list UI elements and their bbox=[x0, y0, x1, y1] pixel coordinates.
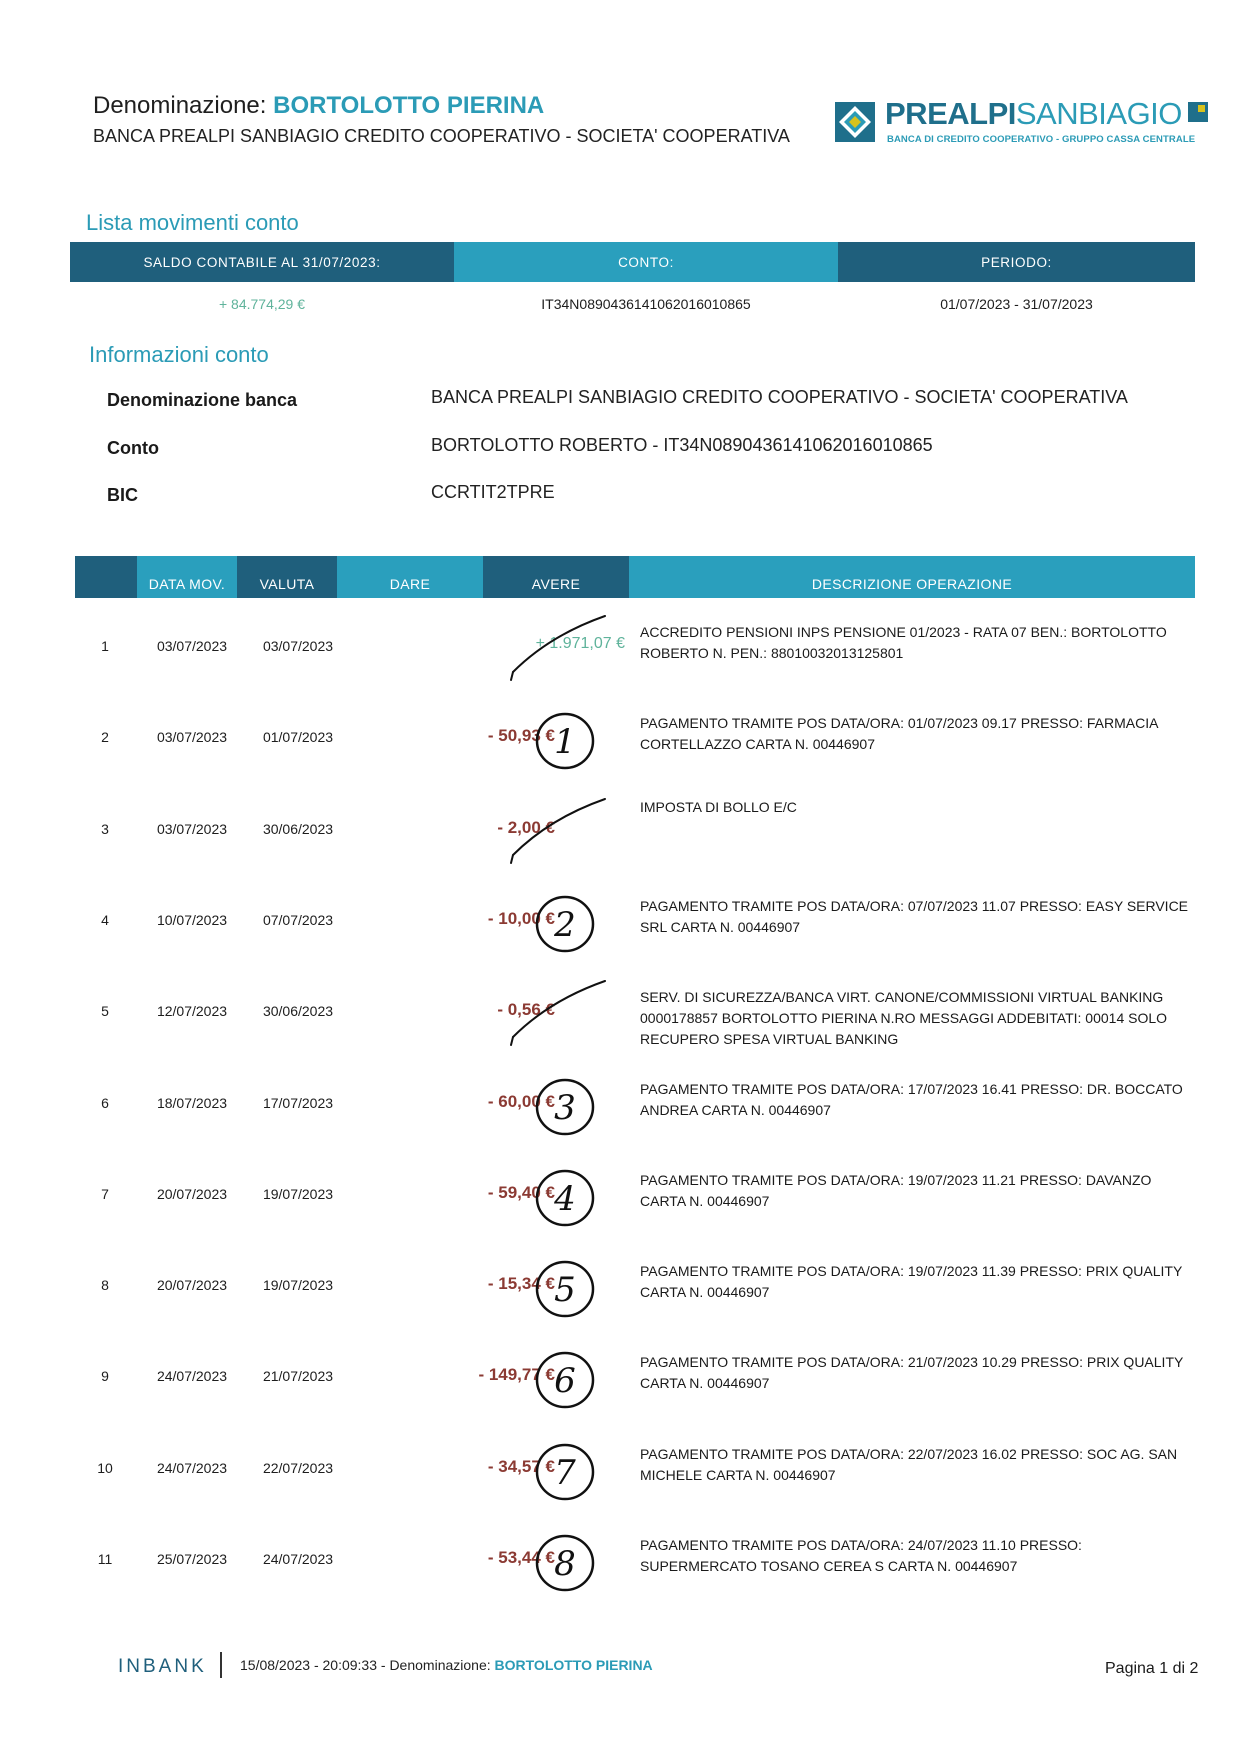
circled-number-text: 5 bbox=[554, 1270, 576, 1311]
row-valuta: 21/07/2023 bbox=[262, 1368, 334, 1385]
inbank-brand: INBANK bbox=[118, 1656, 207, 1677]
circled-number-text: 1 bbox=[554, 722, 576, 763]
row-valuta: 01/07/2023 bbox=[262, 729, 334, 746]
row-valuta: 07/07/2023 bbox=[262, 911, 334, 928]
bank-name-value: BANCA PREALPI SANBIAGIO CREDITO COOPERATIVO - SOCIETA' COOPERATIVA bbox=[431, 387, 1128, 407]
row-description: PAGAMENTO TRAMITE POS DATA/ORA: 19/07/2023 11.21 PRESSO: DAVANZO CARTA N. 00446907 bbox=[640, 1171, 1152, 1209]
transactions-table-header bbox=[75, 556, 1195, 598]
row-avere: + 1.971,07 € bbox=[535, 635, 625, 652]
denomination-title bbox=[93, 92, 544, 120]
circled-number-text: 2 bbox=[554, 904, 576, 945]
row-dare: - 59,40 € bbox=[487, 1182, 555, 1202]
account-value: BORTOLOTTO ROBERTO - IT34N0890436141062016010865 bbox=[431, 435, 933, 455]
conto-header: CONTO: bbox=[454, 242, 838, 282]
row-data-mov: 20/07/2023 bbox=[156, 1277, 228, 1294]
row-valuta: 19/07/2023 bbox=[262, 1277, 334, 1294]
row-number: 11 bbox=[97, 1551, 113, 1567]
row-number: 6 bbox=[101, 1094, 109, 1111]
handwritten-tick-icon bbox=[505, 610, 625, 686]
row-description: PAGAMENTO TRAMITE POS DATA/ORA: 24/07/2023 11.10 PRESSO: SUPERMERCATO TOSANO CEREA S CARTA N. 00446907 bbox=[640, 1537, 1082, 1574]
row-description: PAGAMENTO TRAMITE POS DATA/ORA: 19/07/2023 11.39 PRESSO: PRIX QUALITY CARTA N. 00446907 bbox=[640, 1263, 1183, 1301]
handwritten-circled-number-icon bbox=[505, 1158, 625, 1234]
row-number: 2 bbox=[101, 729, 109, 746]
table-row bbox=[75, 1334, 1195, 1420]
row-data-mov: 03/07/2023 bbox=[156, 729, 228, 746]
table-row bbox=[75, 1061, 1195, 1147]
row-dare: - 149,77 € bbox=[478, 1365, 555, 1385]
row-valuta: 22/07/2023 bbox=[262, 1459, 334, 1476]
movements-list-title: Lista movimenti conto bbox=[86, 210, 299, 235]
row-valuta: 24/07/2023 bbox=[262, 1551, 334, 1567]
customer-name: BORTOLOTTO PIERINA bbox=[273, 92, 545, 119]
handwritten-circled-number-icon bbox=[505, 1432, 625, 1508]
row-description: IMPOSTA DI BOLLO E/C bbox=[640, 798, 797, 815]
handwritten-circled-number-icon bbox=[505, 1523, 625, 1599]
logo-square-icon bbox=[1188, 102, 1208, 122]
row-description: SERV. DI SICUREZZA/BANCA VIRT. CANONE/COMMISSIONI VIRTUAL BANKING 0000178857 BORTOLOTTO PIERINA N.RO MESSAGGI ADDEBITATI: 00014 SOLO RECUPERO SPESA VIRTUAL BANKING bbox=[640, 989, 1168, 1048]
circled-number-text: 7 bbox=[554, 1452, 576, 1493]
denomination-label: Denominazione: bbox=[93, 92, 267, 119]
col-dare: DARE bbox=[337, 556, 483, 598]
table-row bbox=[75, 1243, 1195, 1329]
row-description: PAGAMENTO TRAMITE POS DATA/ORA: 17/07/2023 16.41 PRESSO: DR. BOCCATO ANDREA CARTA N. 00446907 bbox=[640, 1080, 1183, 1118]
row-valuta: 03/07/2023 bbox=[262, 638, 334, 654]
row-data-mov: 10/07/2023 bbox=[156, 911, 228, 928]
col-descrizione: DESCRIZIONE OPERAZIONE bbox=[629, 556, 1195, 598]
circled-number-text: 6 bbox=[554, 1361, 576, 1402]
col-number bbox=[75, 556, 137, 598]
row-valuta: 17/07/2023 bbox=[262, 1094, 334, 1111]
table-row bbox=[75, 1517, 1195, 1603]
row-dare: - 53,44 € bbox=[487, 1548, 555, 1567]
table-row bbox=[75, 1152, 1195, 1238]
circled-number-text: 3 bbox=[554, 1087, 576, 1128]
row-valuta: 30/06/2023 bbox=[262, 1003, 334, 1020]
saldo-header: SALDO CONTABILE AL 31/07/2023: bbox=[70, 242, 454, 282]
row-data-mov: 03/07/2023 bbox=[156, 638, 228, 654]
row-dare: - 0,56 € bbox=[497, 1000, 555, 1020]
row-number: 8 bbox=[101, 1277, 109, 1294]
row-data-mov: 25/07/2023 bbox=[156, 1551, 228, 1567]
row-data-mov: 03/07/2023 bbox=[156, 820, 228, 837]
handwritten-tick-icon bbox=[505, 975, 625, 1051]
row-valuta: 19/07/2023 bbox=[262, 1185, 334, 1202]
row-dare: - 50,93 € bbox=[487, 726, 555, 746]
bank-logo bbox=[835, 98, 1195, 150]
col-valuta: VALUTA bbox=[237, 556, 337, 598]
page-number: Pagina 1 di 2 bbox=[1105, 1660, 1199, 1677]
bic-label: BIC bbox=[107, 485, 138, 505]
row-description: PAGAMENTO TRAMITE POS DATA/ORA: 21/07/2023 10.29 PRESSO: PRIX QUALITY CARTA N. 00446907 bbox=[640, 1354, 1184, 1392]
row-number: 1 bbox=[101, 638, 109, 654]
table-row bbox=[75, 1426, 1195, 1512]
row-description: PAGAMENTO TRAMITE POS DATA/ORA: 22/07/2023 16.02 PRESSO: SOC AG. SAN MICHELE CARTA N. 00446907 bbox=[640, 1445, 1178, 1483]
table-row bbox=[75, 878, 1195, 964]
row-data-mov: 24/07/2023 bbox=[156, 1459, 228, 1476]
bank-name-label: Denominazione banca bbox=[107, 390, 298, 410]
col-avere: AVERE bbox=[483, 556, 629, 598]
row-valuta: 30/06/2023 bbox=[262, 820, 334, 837]
handwritten-circled-number-icon bbox=[505, 701, 625, 777]
table-row bbox=[75, 695, 1195, 781]
account-label: Conto bbox=[107, 438, 159, 458]
row-dare: - 15,34 € bbox=[487, 1274, 555, 1294]
account-info-title: Informazioni conto bbox=[89, 342, 269, 367]
logo-wordmark: PREALPISANBIAGIO bbox=[885, 96, 1208, 132]
row-dare: - 2,00 € bbox=[497, 817, 555, 837]
footer-divider bbox=[220, 1652, 222, 1678]
handwritten-tick-icon bbox=[505, 793, 625, 869]
circled-number-text: 8 bbox=[554, 1544, 576, 1584]
bank-full-name: BANCA PREALPI SANBIAGIO CREDITO COOPERATIVO - SOCIETA' COOPERATIVA bbox=[93, 126, 790, 146]
row-data-mov: 12/07/2023 bbox=[156, 1003, 228, 1020]
summary-header-bar bbox=[70, 242, 1195, 282]
handwritten-circled-number-icon bbox=[505, 1067, 625, 1143]
table-row bbox=[75, 604, 1195, 690]
row-number: 10 bbox=[97, 1459, 113, 1476]
row-number: 3 bbox=[101, 820, 109, 837]
row-number: 9 bbox=[101, 1368, 109, 1385]
row-data-mov: 24/07/2023 bbox=[156, 1368, 228, 1385]
handwritten-circled-number-icon bbox=[505, 884, 625, 960]
periodo-header: PERIODO: bbox=[838, 242, 1195, 282]
row-dare: - 60,00 € bbox=[487, 1091, 555, 1111]
row-description: PAGAMENTO TRAMITE POS DATA/ORA: 01/07/2023 09.17 PRESSO: FARMACIA CORTELLAZZO CARTA N. 00446907 bbox=[640, 715, 1159, 753]
table-row bbox=[75, 787, 1195, 873]
bic-value: CCRTIT2TPRE bbox=[431, 482, 555, 502]
handwritten-circled-number-icon bbox=[505, 1249, 625, 1325]
row-number: 5 bbox=[101, 1003, 109, 1020]
periodo-value: 01/07/2023 - 31/07/2023 bbox=[940, 296, 1093, 312]
table-row bbox=[75, 969, 1195, 1055]
row-dare: - 10,00 € bbox=[487, 908, 555, 928]
row-number: 4 bbox=[101, 911, 109, 928]
logo-diamond-icon bbox=[835, 102, 875, 142]
row-dare: - 34,57 € bbox=[487, 1456, 555, 1476]
saldo-value: + 84.774,29 € bbox=[218, 296, 306, 312]
footer-timestamp: 15/08/2023 - 20:09:33 - Denominazione: BORTOLOTTO PIERINA bbox=[240, 1657, 653, 1673]
col-data-mov: DATA MOV. bbox=[137, 556, 237, 598]
row-data-mov: 20/07/2023 bbox=[156, 1185, 228, 1202]
row-data-mov: 18/07/2023 bbox=[156, 1094, 228, 1111]
conto-value: IT34N0890436141062016010865 bbox=[541, 296, 751, 312]
logo-subtitle: BANCA DI CREDITO COOPERATIVO - GRUPPO CASSA CENTRALE bbox=[887, 134, 1196, 145]
row-number: 7 bbox=[101, 1185, 109, 1202]
circled-number-text: 4 bbox=[554, 1178, 576, 1219]
footer-customer-name: BORTOLOTTO PIERINA bbox=[494, 1657, 653, 1673]
row-description: PAGAMENTO TRAMITE POS DATA/ORA: 07/07/2023 11.07 PRESSO: EASY SERVICE SRL CARTA N. 00446907 bbox=[640, 897, 1189, 935]
row-description: ACCREDITO PENSIONI INPS PENSIONE 01/2023 - RATA 07 BEN.: BORTOLOTTO ROBERTO N. PEN.: 88010032013125801 bbox=[640, 624, 1167, 661]
handwritten-circled-number-icon bbox=[505, 1340, 625, 1416]
